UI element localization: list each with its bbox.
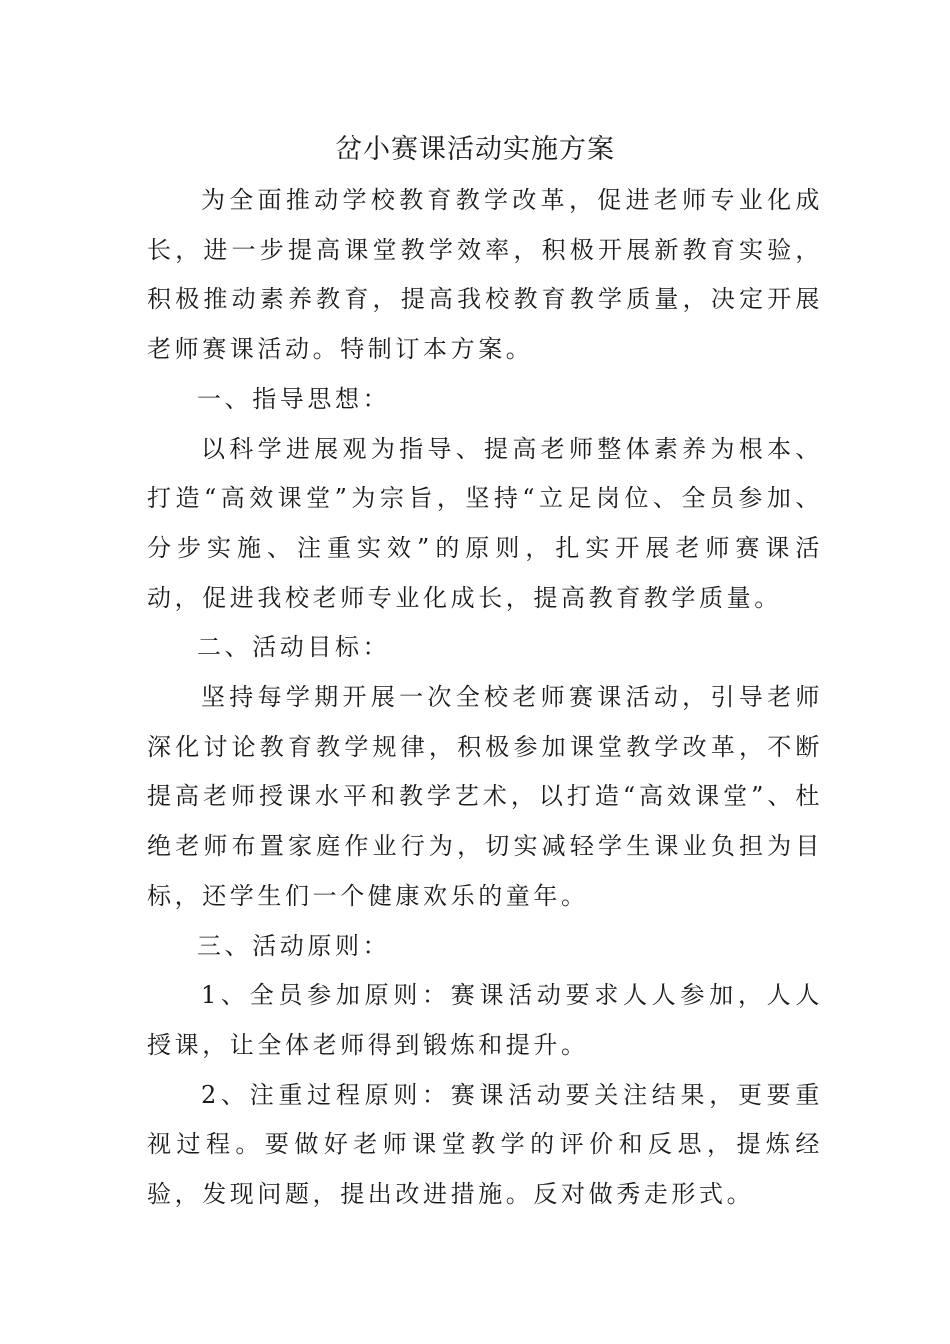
section-heading-activity-goals: 二、活动目标： — [197, 633, 391, 662]
section-heading-activity-principles: 三、活动原则： — [197, 931, 391, 960]
principle-item-full-participation: 1、全员参加原则：赛课活动要求人人参加，人人授课，让全体老师得到锻炼和提升。 — [147, 981, 823, 1059]
section-heading-guiding-ideology: 一、指导思想： — [197, 384, 391, 413]
section-body-guiding-ideology: 以科学进展观为指导、提高老师整体素养为根本、打造“高效课堂”为宗旨，坚持“立足岗位、全员参加、分步实施、注重实效”的原则，扎实开展老师赛课活动，促进我校老师专业化成长，提高教育教学质量。 — [147, 434, 823, 612]
section-body-activity-goals: 坚持每学期开展一次全校老师赛课活动，引导老师深化讨论教育教学规律，积极参加课堂教学改革，不断提高老师授课水平和教学艺术，以打造“高效课堂”、杜绝老师布置家庭作业行为，切实减轻学生课业负担为目标，还学生们一个健康欢乐的童年。 — [147, 683, 823, 910]
document-title: 岔小赛课活动实施方案 — [335, 134, 615, 165]
document-body — [147, 176, 823, 1220]
intro-paragraph: 为全面推动学校教育教学改革，促进老师专业化成长，进一步提高课堂教学效率，积极开展新教育实验，积极推动素养教育，提高我校教育教学质量，决定开展老师赛课活动。特制订本方案。 — [147, 186, 823, 364]
principle-item-process-focus: 2、注重过程原则：赛课活动要关注结果，更要重视过程。要做好老师课堂教学的评价和反思，提炼经验，发现问题，提出改进措施。反对做秀走形式。 — [147, 1080, 823, 1209]
